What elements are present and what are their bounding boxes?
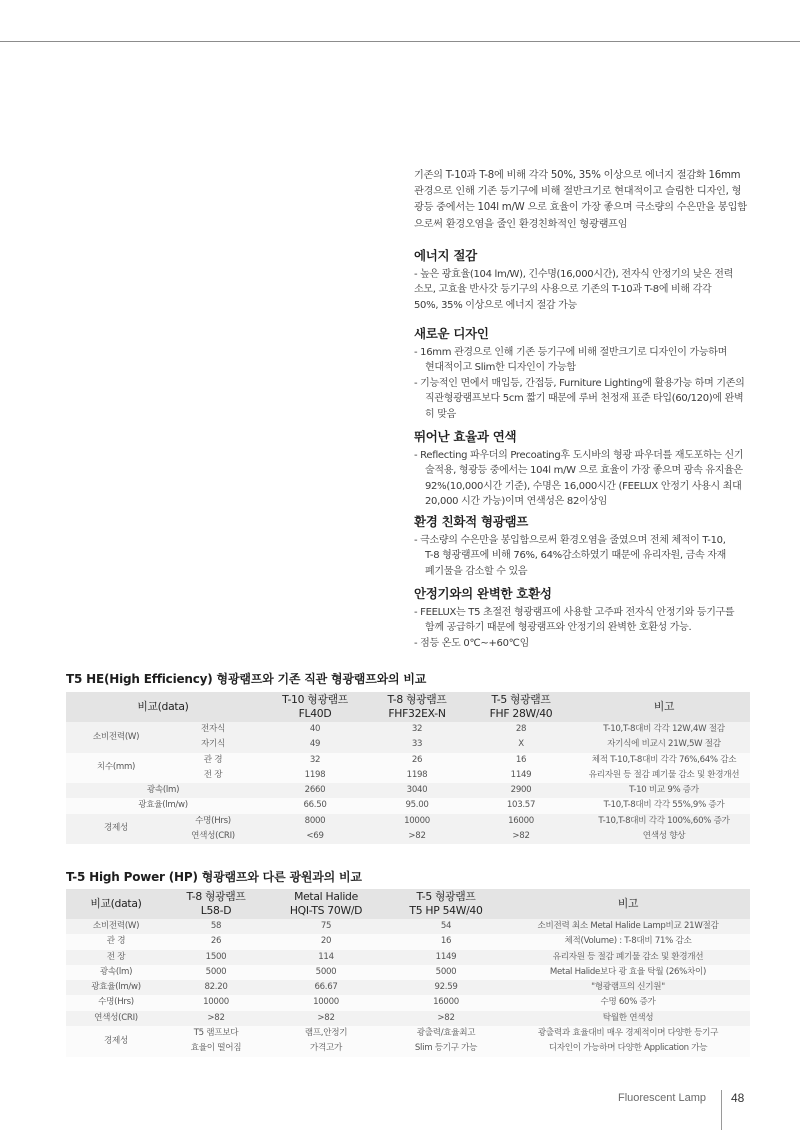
value-cell: 16000 (386, 995, 506, 1010)
footer-separator (721, 1090, 722, 1130)
row-label: 관 경 (66, 934, 166, 949)
feature-line: - FEELUX는 T5 초절전 형광램프에 사용할 고주파 전자식 안정기와 등기구를 (414, 607, 735, 618)
remark-cell: "형광램프의 신기원" (506, 980, 750, 995)
row-label: 치수(mm) (66, 753, 166, 784)
value-cell: 16000 (464, 814, 578, 829)
value-cell: 33 (370, 737, 464, 752)
table-row (66, 919, 750, 934)
table-row (66, 768, 750, 783)
value-cell: 32 (260, 753, 370, 768)
table-row (66, 965, 750, 980)
remark-cell: 수명 60% 증가 (506, 995, 750, 1010)
comparison-table-he (66, 692, 750, 844)
feature-line: - 극소량의 수은만을 봉입함으로써 환경오염을 줄였으며 전체 체적이 T-10, (414, 535, 726, 546)
feature-block (414, 246, 754, 313)
feature-line: - 기능적인 면에서 매입등, 간접등, Furniture Lighting에 활용가능 하며 기존의 (414, 377, 745, 389)
feature-line: - 16mm 관경으로 인해 기존 등기구에 비해 절반크기로 디자인이 가능하며 (414, 347, 727, 358)
intro-line: 관경으로 인해 기존 등기구에 비해 절반크기로 현대적이고 슬림한 디자인, 형 (414, 186, 742, 198)
feature-line: T-8 형광램프에 비해 76%, 64%감소하였기 때문에 유리자원, 금속 자재 (425, 550, 726, 562)
feature-title: 환경 친화적 형광램프 (414, 514, 529, 529)
comparison-table-hp (66, 889, 750, 1057)
value-cell: 16 (386, 934, 506, 949)
value-cell: 58 (166, 919, 266, 934)
feature-block (414, 427, 754, 510)
feature-line: 술적용, 형광등 중에서는 104l m/W 으로 효율이 가장 좋으며 광속 유지율은 (425, 465, 743, 477)
row-label: 소비전력(W) (66, 722, 166, 753)
feature-block (414, 584, 754, 651)
row-label: 전 장 (66, 950, 166, 965)
feature-line: - 점등 온도 0℃~+60℃임 (414, 637, 529, 649)
intro-paragraph (414, 168, 750, 233)
value-cell: 가격고가 (266, 1041, 386, 1056)
header-t5: T-5 형광램프 FHF 28W/40 (464, 692, 578, 722)
value-cell: X (464, 737, 578, 752)
remark-cell: T-10,T-8대비 각각 55%,9% 증가 (578, 798, 750, 813)
value-cell: 2660 (260, 783, 370, 798)
remark-cell: 광출력과 효율대비 매우 경제적이며 다양한 등기구 (506, 1026, 750, 1041)
feature-line: 폐기물을 감소할 수 있음 (425, 565, 528, 577)
feature-line: - 높은 광효율(104 lm/W), 긴수명(16,000시간), 전자식 안정기의 낮은 전력 (414, 269, 734, 280)
remark-cell: 체적(Volume) : T-8대비 71% 감소 (506, 934, 750, 949)
table-row (66, 722, 750, 737)
header-label: 비교(data) (66, 692, 260, 722)
value-cell: >82 (370, 829, 464, 844)
table2-title: T-5 High Power (HP) 형광램프와 다른 광원과의 비교 (66, 870, 362, 884)
value-cell: 2900 (464, 783, 578, 798)
remark-cell: 탁월한 연색성 (506, 1011, 750, 1026)
header-t10: T-10 형광램프 FL40D (260, 692, 370, 722)
table-row (66, 783, 750, 798)
value-cell: 26 (370, 753, 464, 768)
value-cell: 16 (464, 753, 578, 768)
row-sublabel: 전자식 (166, 722, 260, 737)
row-sublabel: 관 경 (166, 753, 260, 768)
row-label: 광효율(lm/w) (66, 798, 260, 813)
row-label: 연색성(CRI) (66, 1011, 166, 1026)
value-cell: 40 (260, 722, 370, 737)
remark-cell: 자기식에 비교시 21W,5W 절감 (578, 737, 750, 752)
value-cell: >82 (464, 829, 578, 844)
value-cell: 66.50 (260, 798, 370, 813)
intro-line: 으로써 환경오염을 줄인 환경친화적인 형광램프임 (414, 218, 628, 230)
row-label: 경제성 (66, 1026, 166, 1057)
value-cell: 28 (464, 722, 578, 737)
feature-title: 에너지 절감 (414, 248, 477, 263)
remark-cell: Metal Halide보다 광 효율 탁월 (26%차이) (506, 965, 750, 980)
value-cell: 10000 (166, 995, 266, 1010)
row-sublabel: 연색성(CRI) (166, 829, 260, 844)
header-t8: T-8 형광램프 FHF32EX-N (370, 692, 464, 722)
remark-cell: 유리자원 등 절감 폐기물 감소 및 환경개선 (506, 950, 750, 965)
value-cell: <69 (260, 829, 370, 844)
feature-block (414, 324, 754, 422)
row-label: 광속(lm) (66, 783, 260, 798)
value-cell: 램프,안정기 (266, 1026, 386, 1041)
feature-line: 20,000 시간 가능)이며 연색성은 82이상임 (425, 496, 608, 508)
intro-line: 기존의 T-10과 T-8에 비해 각각 50%, 35% 이상으로 에너지 절감화 16mm (414, 170, 741, 181)
feature-line: 함께 공급하기 때문에 형광램프와 안정기의 완벽한 호환성 가능. (425, 622, 692, 634)
table-row (66, 1026, 750, 1041)
intro-line: 광등 중에서는 104l m/W 으로 효율이 가장 좋으며 극소량의 수은만을 봉입함 (414, 202, 747, 214)
feature-title: 안정기와의 완벽한 호환성 (414, 586, 552, 601)
remark-cell: 유리자원 등 절감 폐기물 감소 및 환경개선 (578, 768, 750, 783)
value-cell: 103.57 (464, 798, 578, 813)
value-cell: 66.67 (266, 980, 386, 995)
table-row (66, 1011, 750, 1026)
header-t5-hp: T-5 형광램프 T5 HP 54W/40 (386, 889, 506, 919)
value-cell: 10000 (370, 814, 464, 829)
value-cell: 효율이 떨어짐 (166, 1041, 266, 1056)
remark-cell: T-10 비교 9% 증가 (578, 783, 750, 798)
feature-line: - Reflecting 파우더의 Precoating후 도시바의 형광 파우더를 재도포하는 신기 (414, 450, 744, 461)
feature-block (414, 512, 754, 579)
value-cell: 5000 (386, 965, 506, 980)
table-row (66, 980, 750, 995)
table-row (66, 829, 750, 844)
value-cell: 1149 (386, 950, 506, 965)
header-remark: 비고 (506, 889, 750, 919)
value-cell: 75 (266, 919, 386, 934)
remark-cell: 연색성 향상 (578, 829, 750, 844)
value-cell: 92.59 (386, 980, 506, 995)
table-row (66, 814, 750, 829)
row-label: 소비전력(W) (66, 919, 166, 934)
remark-cell: 디자인이 가능하며 다양한 Application 가능 (506, 1041, 750, 1056)
value-cell: 3040 (370, 783, 464, 798)
value-cell: 54 (386, 919, 506, 934)
feature-line: 소모, 고효율 반사갓 등기구의 사용으로 기존의 T-10과 T-8에 비해 각각 (414, 284, 712, 296)
table-row (66, 934, 750, 949)
table-row (66, 798, 750, 813)
row-label: 광속(lm) (66, 965, 166, 980)
value-cell: 5000 (166, 965, 266, 980)
footer-section-label: Fluorescent Lamp (618, 1092, 707, 1104)
feature-line: 50%, 35% 이상으로 에너지 절감 가능 (414, 299, 577, 311)
row-sublabel: 자기식 (166, 737, 260, 752)
value-cell: >82 (166, 1011, 266, 1026)
value-cell: 95.00 (370, 798, 464, 813)
feature-line: 현대적이고 Slim한 디자인이 가능함 (425, 362, 576, 374)
page-number: 48 (731, 1091, 745, 1105)
header-label: 비교(data) (66, 889, 166, 919)
remark-cell: T-10,T-8대비 각각 12W,4W 절감 (578, 722, 750, 737)
row-label: 광효율(lm/w) (66, 980, 166, 995)
value-cell: >82 (386, 1011, 506, 1026)
value-cell: 82.20 (166, 980, 266, 995)
table1-title: T5 HE(High Efficiency) 형광램프와 기존 직관 형광램프와의 비교 (66, 672, 427, 686)
remark-cell: T-10,T-8대비 각각 100%,60% 증가 (578, 814, 750, 829)
table-row (66, 950, 750, 965)
value-cell: 8000 (260, 814, 370, 829)
feature-line: 직관형광램프보다 5cm 짧기 때문에 루버 천정재 표준 타입(60/120)에 완벽 (425, 393, 744, 405)
feature-line: 92%(10,000시간 기준), 수명은 16,000시간 (FEELUX 안정기 사용시 최대 (425, 480, 742, 492)
feature-title: 뛰어난 효율과 연색 (414, 429, 517, 444)
top-rule (0, 41, 800, 42)
row-sublabel: 수명(Hrs) (166, 814, 260, 829)
value-cell: 26 (166, 934, 266, 949)
value-cell: 49 (260, 737, 370, 752)
row-label: 수명(Hrs) (66, 995, 166, 1010)
table-row (66, 753, 750, 768)
value-cell: 1149 (464, 768, 578, 783)
value-cell: 1198 (260, 768, 370, 783)
header-remark: 비고 (578, 692, 750, 722)
row-sublabel: 전 장 (166, 768, 260, 783)
value-cell: 1198 (370, 768, 464, 783)
value-cell: 114 (266, 950, 386, 965)
value-cell: 5000 (266, 965, 386, 980)
value-cell: Slim 등기구 가능 (386, 1041, 506, 1056)
value-cell: 20 (266, 934, 386, 949)
value-cell: 32 (370, 722, 464, 737)
header-metal-halide: Metal Halide HQI-TS 70W/D (266, 889, 386, 919)
header-t8: T-8 형광램프 L58-D (166, 889, 266, 919)
row-label: 경제성 (66, 814, 166, 845)
feature-line: 히 맞음 (425, 408, 456, 420)
value-cell: 10000 (266, 995, 386, 1010)
feature-title: 새로운 디자인 (414, 326, 489, 341)
value-cell: 광출력/효율최고 (386, 1026, 506, 1041)
table-row (66, 995, 750, 1010)
value-cell: 1500 (166, 950, 266, 965)
remark-cell: 체적 T-10,T-8대비 각각 76%,64% 감소 (578, 753, 750, 768)
value-cell: >82 (266, 1011, 386, 1026)
table-row (66, 1041, 750, 1056)
table-row (66, 737, 750, 752)
remark-cell: 소비전력 최소 Metal Halide Lamp비교 21W절감 (506, 919, 750, 934)
value-cell: T5 램프보다 (166, 1026, 266, 1041)
